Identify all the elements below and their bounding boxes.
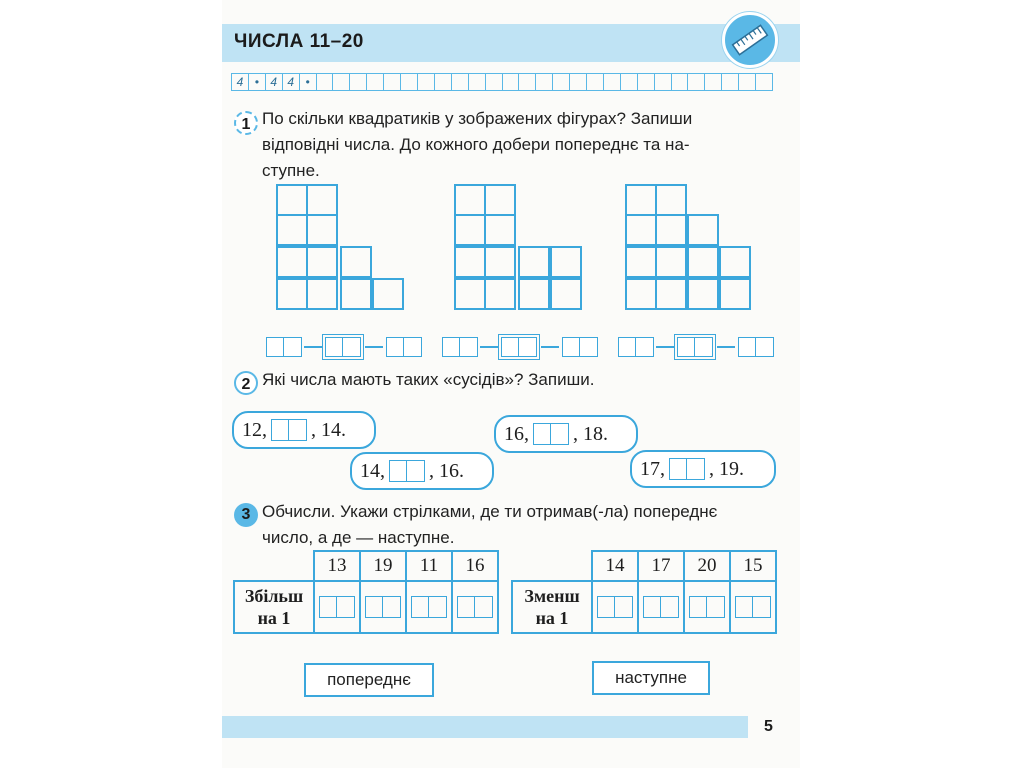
strip-cell[interactable] <box>722 74 739 90</box>
increase-value: 11 <box>406 551 452 581</box>
task1-line-3: ступне. <box>262 161 320 180</box>
arrow-right <box>717 346 735 348</box>
figure-count-box-1[interactable] <box>325 337 361 357</box>
missing-number-box[interactable] <box>669 458 705 480</box>
strip-cell[interactable] <box>452 74 469 90</box>
increase-table <box>233 550 499 634</box>
answer-cell[interactable] <box>592 581 638 633</box>
arrow-right <box>365 346 383 348</box>
decrease-value: 15 <box>730 551 776 581</box>
page-title: ЧИСЛА 11–20 <box>234 31 364 52</box>
bubble-right-number: , 14. <box>311 418 346 441</box>
arrow-left <box>304 346 322 348</box>
strip-cell[interactable] <box>587 74 604 90</box>
task2-text: Які числа мають таких «сусідів»? Запиши. <box>262 370 595 389</box>
next-number-box-3[interactable] <box>738 337 774 357</box>
arrow-right <box>541 346 559 348</box>
decrease-label-line-2: на 1 <box>535 608 569 628</box>
strip-cell[interactable] <box>672 74 689 90</box>
answer-cell[interactable] <box>314 581 360 633</box>
strip-cell[interactable] <box>536 74 553 90</box>
strip-cell[interactable] <box>638 74 655 90</box>
decrease-table <box>511 550 777 634</box>
strip-cell[interactable] <box>367 74 384 90</box>
answer-cell[interactable] <box>730 581 776 633</box>
task-number-3: 3 <box>234 503 258 527</box>
task1-line-2: відповідні числа. До кожного добери попереднє та на- <box>262 135 690 154</box>
increase-label-line-2: на 1 <box>257 608 291 628</box>
bubble-right-number: , 16. <box>429 459 464 482</box>
handwriting-strip[interactable] <box>231 73 773 91</box>
strip-cell[interactable] <box>435 74 452 90</box>
next-number-box-2[interactable] <box>562 337 598 357</box>
strip-cell[interactable] <box>333 74 350 90</box>
answer-cell[interactable] <box>638 581 684 633</box>
strip-cell[interactable] <box>503 74 520 90</box>
bubble-left-number: 14, <box>360 459 385 482</box>
strip-cell[interactable] <box>655 74 672 90</box>
bubble-left-number: 16, <box>504 422 529 445</box>
strip-cell[interactable] <box>570 74 587 90</box>
increase-value: 19 <box>360 551 406 581</box>
task-number-2: 2 <box>234 371 258 395</box>
strip-cell[interactable] <box>486 74 503 90</box>
decrease-value: 17 <box>638 551 684 581</box>
answer-cell[interactable] <box>360 581 406 633</box>
increase-label-line-1: Збільш <box>244 586 304 606</box>
arrow-left <box>480 346 498 348</box>
neighbours-bubble-2 <box>494 415 638 453</box>
previous-number-box-1[interactable] <box>266 337 302 357</box>
figure-count-box-3[interactable] <box>677 337 713 357</box>
task3-line-2: число, а де — наступне. <box>262 528 455 547</box>
ruler-icon <box>722 12 778 68</box>
strip-sample: 4 <box>283 74 300 90</box>
figure-count-box-2[interactable] <box>501 337 537 357</box>
increase-value: 16 <box>452 551 498 581</box>
increase-value: 13 <box>314 551 360 581</box>
strip-cell[interactable] <box>317 74 334 90</box>
strip-cell[interactable] <box>553 74 570 90</box>
strip-cell[interactable] <box>418 74 435 90</box>
bubble-right-number: , 19. <box>709 457 744 480</box>
strip-cell[interactable] <box>604 74 621 90</box>
strip-cell[interactable] <box>401 74 418 90</box>
answer-cell[interactable] <box>406 581 452 633</box>
previous-number-box-3[interactable] <box>618 337 654 357</box>
strip-cell[interactable] <box>756 74 772 90</box>
bubble-left-number: 17, <box>640 457 665 480</box>
answer-cell[interactable] <box>684 581 730 633</box>
footer-band <box>222 716 748 738</box>
bubble-right-number: , 18. <box>573 422 608 445</box>
strip-cell[interactable] <box>469 74 486 90</box>
strip-cell[interactable] <box>350 74 367 90</box>
missing-number-box[interactable] <box>271 419 307 441</box>
increase-label <box>234 581 314 633</box>
decrease-label-line-1: Зменш <box>524 586 580 606</box>
previous-number-box-2[interactable] <box>442 337 478 357</box>
page-number: 5 <box>764 718 773 735</box>
task-number-1: 1 <box>234 111 258 135</box>
strip-sample: • <box>300 74 317 90</box>
neighbours-bubble-1 <box>232 411 376 449</box>
strip-sample: • <box>249 74 266 90</box>
next-number-box-1[interactable] <box>386 337 422 357</box>
strip-cell[interactable] <box>739 74 756 90</box>
previous-tag[interactable]: попереднє <box>304 663 434 697</box>
strip-cell[interactable] <box>384 74 401 90</box>
decrease-value: 14 <box>592 551 638 581</box>
strip-cell[interactable] <box>621 74 638 90</box>
strip-sample: 4 <box>232 74 249 90</box>
decrease-value: 20 <box>684 551 730 581</box>
task1-line-1: По скільки квадратиків у зображених фігурах? Запиши <box>262 109 693 128</box>
decrease-label <box>512 581 592 633</box>
strip-sample: 4 <box>266 74 283 90</box>
arrow-left <box>656 346 674 348</box>
task3-line-1: Обчисли. Укажи стрілками, де ти отримав(-ла) попереднє <box>262 502 718 521</box>
missing-number-box[interactable] <box>389 460 425 482</box>
answer-cell[interactable] <box>452 581 498 633</box>
strip-cell[interactable] <box>705 74 722 90</box>
bubble-left-number: 12, <box>242 418 267 441</box>
neighbours-bubble-4 <box>630 450 776 488</box>
next-tag[interactable]: наступне <box>592 661 710 695</box>
strip-cell[interactable] <box>519 74 536 90</box>
strip-cell[interactable] <box>688 74 705 90</box>
missing-number-box[interactable] <box>533 423 569 445</box>
neighbours-bubble-3 <box>350 452 494 490</box>
